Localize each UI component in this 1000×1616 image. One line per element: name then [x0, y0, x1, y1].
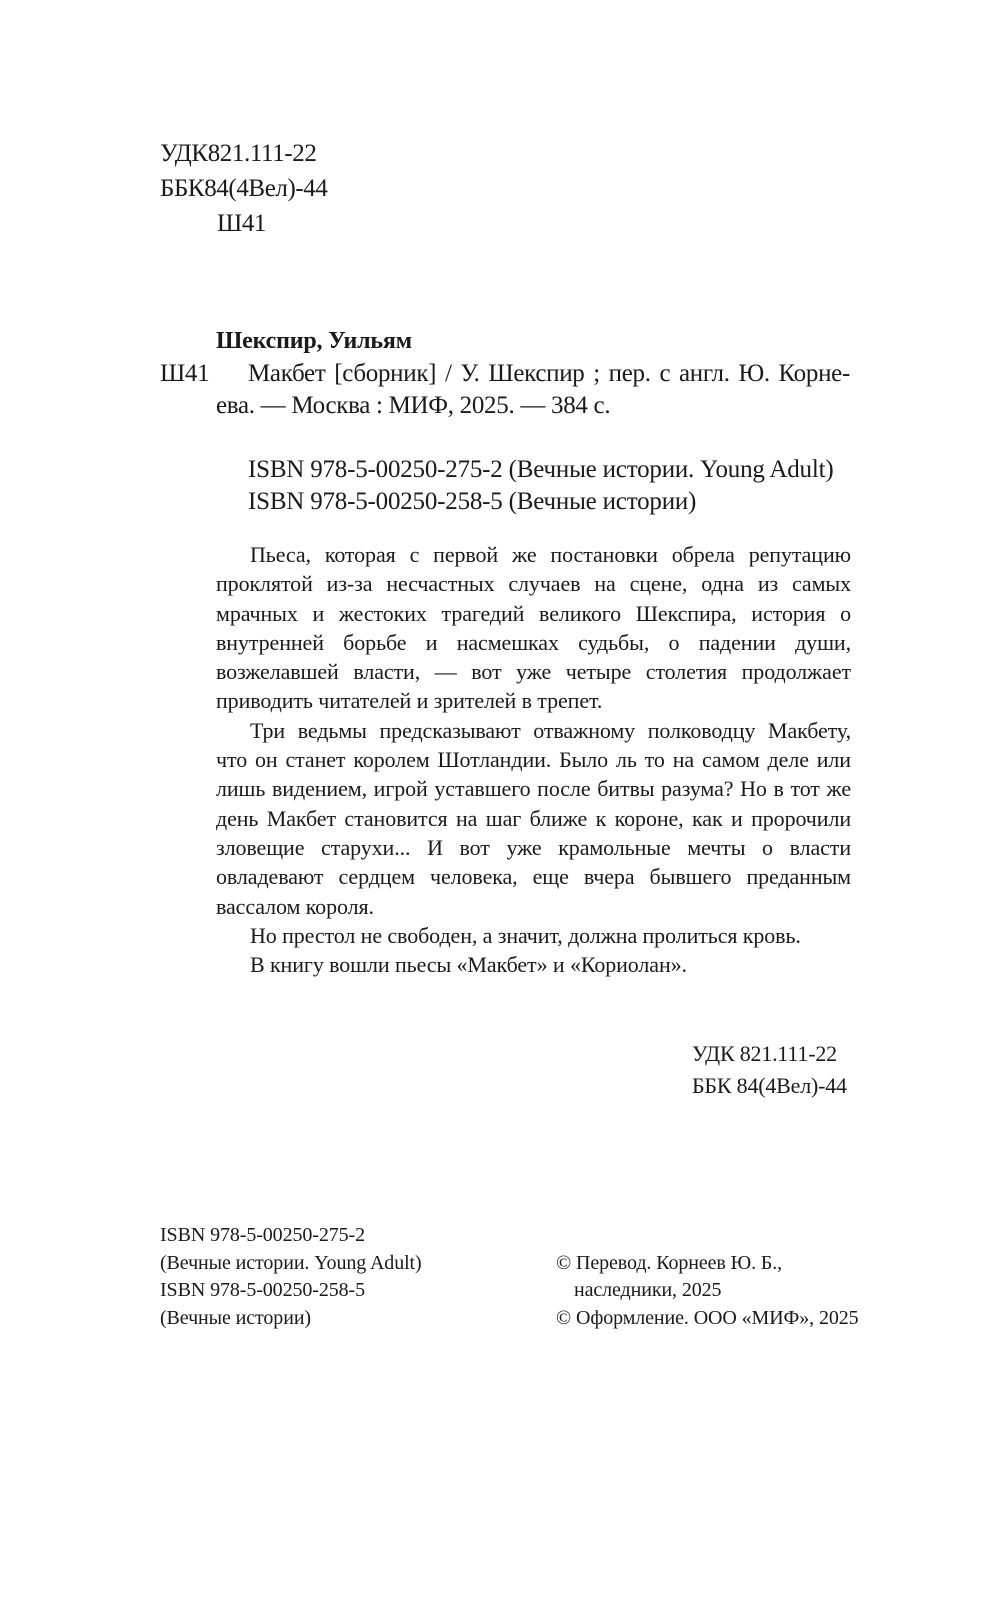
classification-block [160, 136, 328, 241]
bbk-value: 84(4Вел)-44 [204, 175, 328, 202]
udk-value: 821.111-22 [207, 140, 317, 167]
isbn-entry-1: ISBN 978-5-00250-275-2 (Вечные истории. Young Adult) [248, 456, 834, 483]
codes-bottom [692, 1038, 847, 1102]
title-line-1: Макбет [сборник] / У. Шекспир ; пер. с англ. Ю. Корне- [248, 360, 850, 387]
annotation-paragraph: Три ведьмы предсказывают отважному полководцу Макбету, что он станет королем Шотландии. Было ль то на самом деле или лишь видением, игрой уставшего после битвы разума? Но в тот же день Макбет становится на шаг ближе к короне, как и пророчили зловещие старухи... И вот уже крамольные мечты о власти овладевают сердцем человека, еще вчера бывшего преданным вассалом короля. [216, 717, 851, 919]
footer-copyright-block [556, 1250, 859, 1333]
footer-isbn-line: ISBN 978-5-00250-275-2 [160, 1224, 366, 1246]
title-line-2: ева. — Москва : МИФ, 2025. — 384 с. [216, 392, 611, 419]
copyright-line: © Перевод. Корнеев Ю. Б., [556, 1251, 783, 1274]
footer-isbn-line: (Вечные истории. Young Adult) [160, 1251, 422, 1274]
isbn-entry-2: ISBN 978-5-00250-258-5 (Вечные истории) [248, 488, 697, 515]
udk-bottom: УДК 821.111-22 [692, 1041, 837, 1066]
copyright-line: © Оформление. ООО «МИФ», 2025 [556, 1306, 859, 1329]
author-name: Шекспир, Уильям [216, 328, 412, 354]
footer-isbn-block [160, 1222, 422, 1332]
author-mark-entry: Ш41 [160, 360, 210, 387]
footer-isbn-line: ISBN 978-5-00250-258-5 [160, 1279, 366, 1301]
udk-line [160, 136, 328, 171]
author-mark-top: Ш41 [217, 210, 267, 237]
bbk-line [160, 171, 328, 206]
copyright-line: наследники, 2025 [574, 1279, 722, 1301]
annotation-paragraph: В книгу вошли пьесы «Макбет» и «Кориолан». [250, 952, 687, 978]
annotation [216, 540, 851, 979]
annotation-paragraph: Пьеса, которая с первой же постановки обрела репутацию проклятой из-за несчастных случаев на сцене, одна из самых мрачных и жестоких трагедий великого Шекспира, история о внутренней борьбе и насмешках судьбы, о падении души, возжелавшей власти, — вот уже четыре столетия продолжает приводить читателей и зрителей в трепет. [216, 542, 851, 714]
bbk-label: ББК [160, 175, 205, 202]
udk-label: УДК [160, 140, 208, 167]
footer-isbn-line: (Вечные истории) [160, 1306, 311, 1329]
bbk-bottom: ББК 84(4Вел)-44 [692, 1073, 847, 1098]
annotation-paragraph: Но престол не свободен, а значит, должна пролиться кровь. [250, 922, 801, 948]
